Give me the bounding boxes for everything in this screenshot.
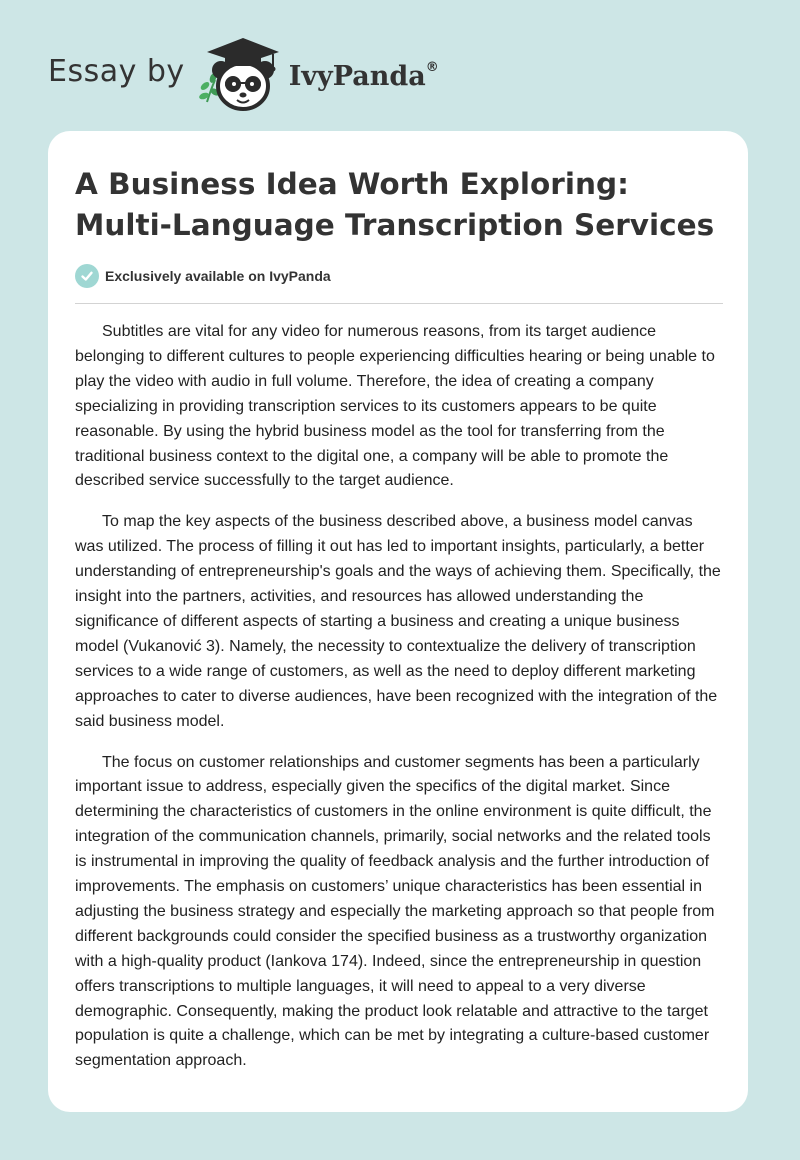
- brand-name[interactable]: [289, 61, 439, 92]
- essay-body: [75, 320, 725, 1090]
- divider: [75, 303, 723, 304]
- essay-by-label: Essay by: [48, 53, 185, 89]
- registered-mark: ®: [425, 59, 439, 75]
- essay-title: A Business Idea Worth Exploring: Multi-Language Transcription Services: [75, 167, 715, 242]
- panda-logo-icon[interactable]: [199, 34, 285, 114]
- paragraph: The focus on customer relationships and customer segments has been a particularly important issue to address, especially given the specifics of the digital market. Since determining the characteristics of customers in the online environment is quite difficult, the integration of the communication channels, primarily, social networks and the related tools is instrumental in improving the quality of feedback analysis and the further introduction of improvements. The emphasis on customers’ unique characteristics has been essential in adjusting the business strategy and especially the marketing approach so that people from different backgrounds could consider the specified business as a trustworthy organization with a high-quality product (Iankova 174). Indeed, since the entrepreneurship in question offers transcriptions to multiple languages, it will need to appeal to a very diverse demographic. Consequently, making the product look relatable and attractive to the target population is quite a challenge, which can be met by integrating a culture-based customer segmentation approach.: [75, 753, 715, 1070]
- exclusive-label: Exclusively available on IvyPanda: [105, 268, 331, 284]
- exclusive-badge: [75, 264, 331, 288]
- essay-card: [48, 131, 748, 1112]
- paragraph: Subtitles are vital for any video for numerous reasons, from its target audience belonging to different cultures to people experiencing difficulties hearing or being unable to play the video with audio in full volume. Therefore, the idea of creating a company specializing in providing transcription services to its customers appears to be quite reasonable. By using the hybrid business model as the tool for transferring from the traditional business context to the digital one, a company will be able to promote the described service successfully to the target audience.: [75, 323, 715, 490]
- brand-text: IvyPanda: [288, 60, 426, 92]
- check-circle-icon: [75, 264, 99, 288]
- site-header: [48, 34, 439, 114]
- paragraph: To map the key aspects of the business described above, a business model canvas was utilized. The process of filling it out has led to important insights, particularly, a better understanding of entrepreneurship's goals and the ways of achieving them. Specifically, the insight into the partners, activities, and resources has allowed understanding the significance of different aspects of starting a business and creating a unique business model (Vukanović 3). Namely, the necessity to contextualize the delivery of transcription services to a wide range of customers, as well as the need to deploy different marketing approaches to cater to diverse audiences, have been recognized with the integration of the said business model.: [75, 513, 721, 730]
